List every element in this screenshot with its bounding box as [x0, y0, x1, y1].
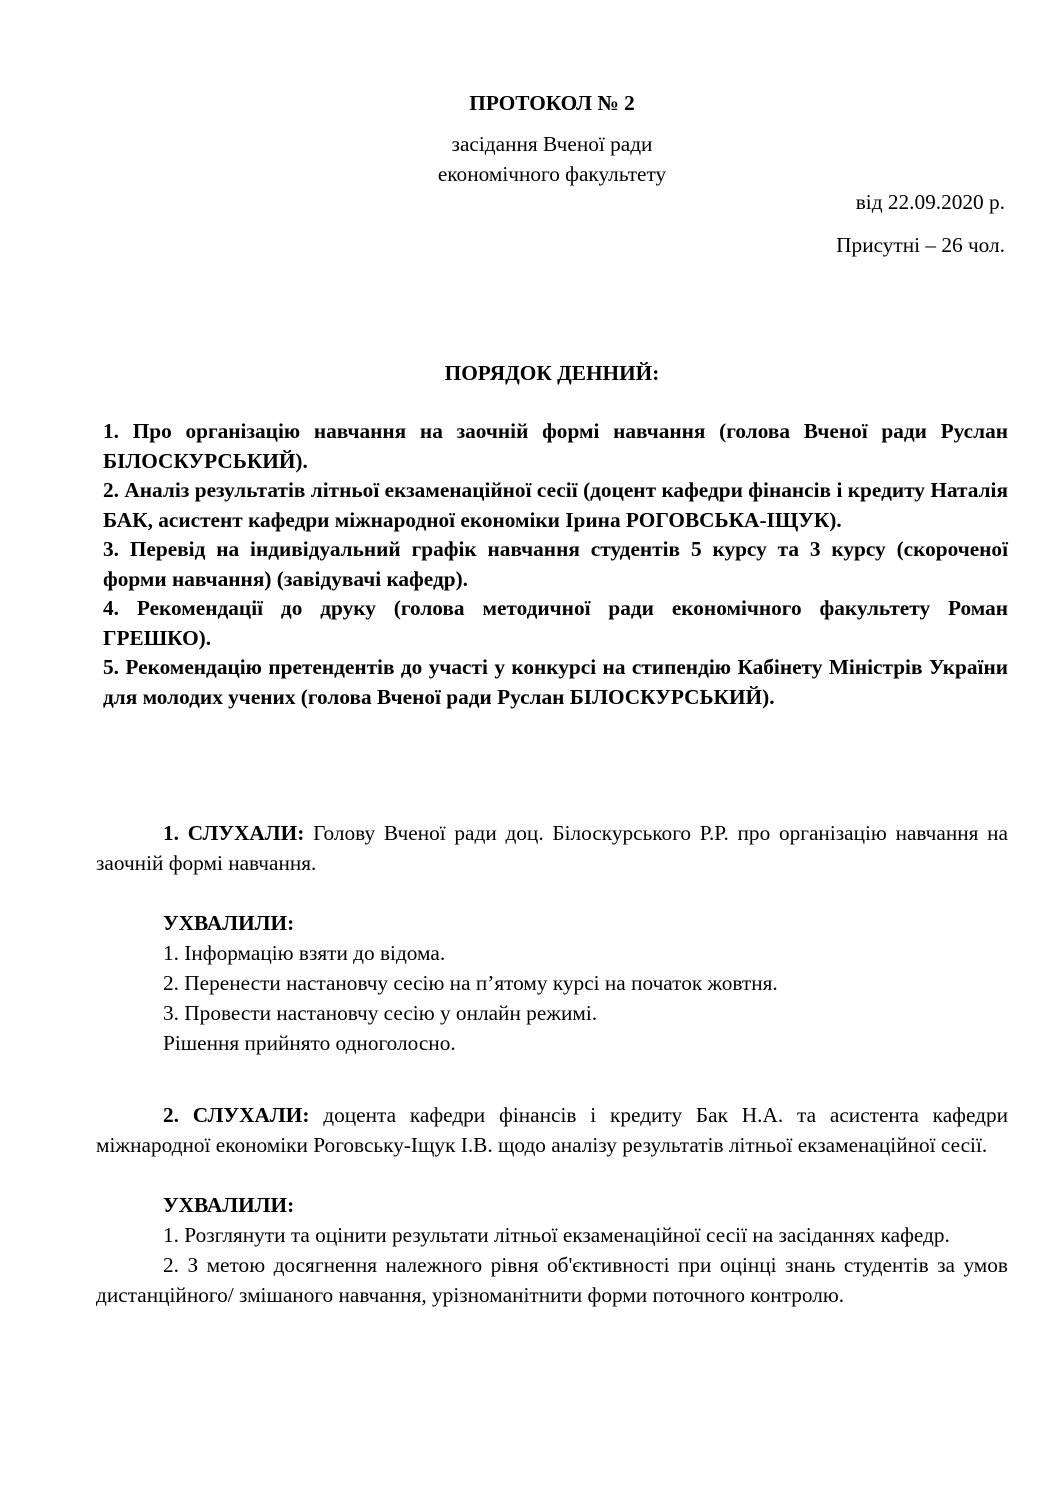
- section-1-decision-2: 2. Перенести настановчу сесію на п’ятому курсі на початок жовтня.: [163, 971, 778, 995]
- protocol-date: від 22.09.2020 р.: [855, 190, 1005, 214]
- section-1-heard-label: 1. СЛУХАЛИ:: [163, 821, 305, 845]
- section-1-approved-heading: УХВАЛИЛИ:: [163, 911, 295, 935]
- section-1-decision-3: 3. Провести настановчу сесію у онлайн режимі.: [163, 1001, 598, 1025]
- agenda-item-5: 5. Рекомендацію претендентів до участі у конкурсі на стипендію Кабінету Міністрів України для молодих учених (голова Вченої ради Руслан БІЛОСКУРСЬКИЙ).: [103, 655, 1008, 709]
- subtitle-line-2: економічного факультету: [437, 162, 667, 186]
- agenda-item-1: 1. Про організацію навчання на заочній формі навчання (голова Вченої ради Руслан БІЛОСКУРСЬКИЙ).: [103, 419, 1008, 473]
- protocol-subtitle: [96, 129, 1008, 189]
- section-2: [96, 1100, 1008, 1310]
- agenda-item-3: 3. Перевід на індивідуальний графік навчання студентів 5 курсу та 3 курсу (скороченої форми навчання) (завідувачі кафедр).: [103, 537, 1008, 591]
- section-1-heard-text: Голову Вченої ради доц. Білоскурського Р.Р. про організацію навчання на заочній формі навчання.: [96, 821, 1008, 875]
- agenda-list: [103, 417, 1008, 712]
- attendance-count: Присутні – 26 чол.: [836, 233, 1005, 257]
- section-2-heard-label: 2. СЛУХАЛИ:: [163, 1103, 310, 1127]
- agenda-heading: ПОРЯДОК ДЕННИЙ:: [444, 361, 660, 385]
- agenda-item-2: 2. Аналіз результатів літньої екзаменаційної сесії (доцент кафедри фінансів і кредиту Наталія БАК, асистент кафедри міжнародної економіки Ірина РОГОВСЬКА-ІЩУК).: [103, 478, 1008, 532]
- agenda-item-4: 4. Рекомендації до друку (голова методичної ради економічного факультету Роман ГРЕШКО).: [103, 596, 1008, 650]
- section-2-decision-2: 2. З метою досягнення належного рівня об'єктивності при оцінці знань студентів за умов дистанційного/ змішаного навчання, урізноманітнити форми поточного контролю.: [96, 1253, 1008, 1307]
- protocol-title: ПРОТОКОЛ № 2: [469, 91, 635, 115]
- subtitle-line-1: засідання Вченої ради: [451, 132, 653, 156]
- section-2-decision-1: 1. Розглянути та оцінити результати літньої екзаменаційної сесії на засіданнях кафедр.: [163, 1223, 950, 1247]
- section-2-approved-heading: УХВАЛИЛИ:: [163, 1193, 295, 1217]
- section-1: [96, 818, 1008, 1058]
- section-2-heard-text: доцента кафедри фінансів і кредиту Бак Н.А. та асистента кафедри міжнародної економіки Роговську-Іщук І.В. щодо аналізу результатів літньої екзаменаційної сесії.: [96, 1103, 1008, 1157]
- section-1-decision-note: Рішення прийнято одноголосно.: [163, 1031, 456, 1055]
- section-1-heard: [96, 818, 1008, 878]
- section-1-decision-1: 1. Інформацію взяти до відома.: [163, 941, 446, 965]
- section-2-heard: [96, 1100, 1008, 1160]
